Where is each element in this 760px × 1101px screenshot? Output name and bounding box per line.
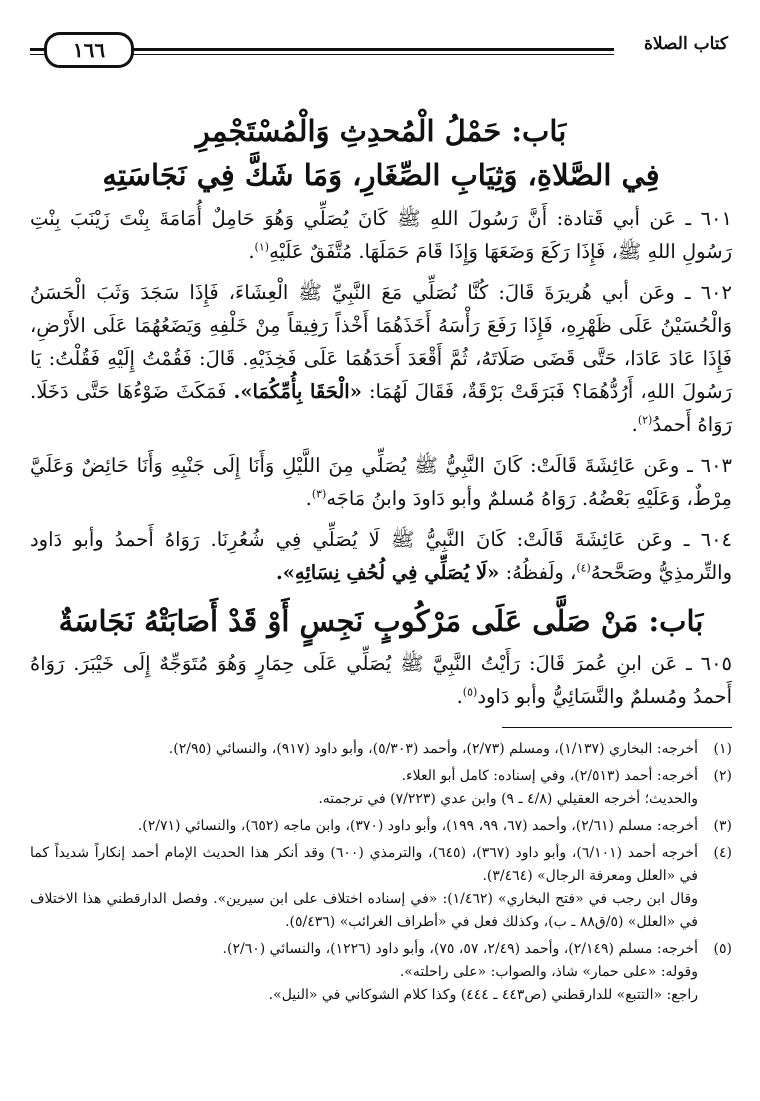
footnote-line: أخرجه: مسلم (٢/٦١)، وأحمد (٦٧، ٩٩، ١٩٩)، وأبو داود (٣٧٠)، وابن ماجه (٦٥٢)، والنسائي (٢/٧١). (137, 818, 698, 834)
hadith-text-after: فَمَكَثَ ضَوْءُهَا حَتَّى دَخَلَا. رَوَاهُ أَحمدُ (30, 380, 732, 436)
hadith-quote: «لَا يُصَلِّي فِي لُحُفِ نِسَائِهِ». (275, 561, 500, 584)
hadith-text: ـ عَن ابنِ عُمرَ قَالَ: رَأَيْتُ النَّبِيَّ ﷺ يُصَلِّي عَلَى حِمَارٍ وَهُوَ مُتَوَجِّهٌ إِلَى خَيْبَرَ. رَوَاهُ أَحمدُ ومُسلمٌ والنَّسَائِيُّ وأبو دَاود (30, 652, 732, 708)
footnote-line: راجع: «التتبع» للدارقطني (ص٤٤٣ ـ ٤٤٤) وكذا كلام الشوكاني في «النيل». (268, 987, 698, 1003)
hadith-601: ٦٠١ ـ عَن أبي قَتادة: أَنَّ رَسُولَ اللهِ ﷺ كَانَ يُصَلِّي وَهُوَ حَامِلٌ أُمَامَةَ بِنْتَ زَيْنَبَ بِنْتِ رَسُولِ اللهِ ﷺ، فَإِذَا رَكَعَ وَضَعَهَا وَإِذَا قَامَ حَمَلَهَا. مُتَّفَقٌ عَلَيْهِ$^{(١)}$. (30, 207, 732, 263)
page-header (30, 18, 732, 62)
hadith-text: ـ وعَن أبي هُريرَةَ قَالَ: كُنَّا نُصَلِّي مَعَ النَّبِيِّ ﷺ الْعِشَاءَ، فَإِذَا سَجَدَ وَثَبَ الْحَسَنُ وَالْحُسَيْنُ عَلَى ظَهْرِهِ، فَإِذَا رَفَعَ رَأْسَهُ أَخَذَهُمَا أَخْذاً رَفِيقاً مِنْ خَلْفِهِ وَيَضَعُهُمَا عَلَى الأَرْضِ، فَإِذَا عَادَ عَادَا، حَتَّى قَضَى صَلَاتَهُ، ثُمَّ أَقْعَدَ أَحَدَهُمَا عَلَى فَخِذَيْهِ. قَالَ: فَقُمْتُ إِلَيْهِ فَقُلْتُ: يَا رَسُولَ اللهِ، أَرُدُّهُمَا؟ فَبَرَقَتْ بَرْقَةٌ، فَقَالَ لَهُمَا: (30, 281, 732, 403)
hadith-602: ٦٠٢ ـ وعَن أبي هُريرَةَ قَالَ: كُنَّا نُصَلِّي مَعَ النَّبِيِّ ﷺ الْعِشَاءَ، فَإِذَا سَجَدَ وَثَبَ الْحَسَنُ وَالْحُسَيْنُ عَلَى ظَهْرِهِ، فَإِذَا رَفَعَ رَأْسَهُ أَخَذَهُمَا أَخْذاً رَفِيقاً مِنْ خَلْفِهِ وَيَضَعُهُمَا عَلَى الأَرْضِ، فَإِذَا عَادَ عَادَا، حَتَّى قَضَى صَلَاتَهُ، ثُمَّ أَقْعَدَ أَحَدَهُمَا عَلَى فَخِذَيْهِ. قَالَ: فَقُمْتُ إِلَيْهِ فَقُلْتُ: يَا رَسُولَ اللهِ، أَرُدُّهُمَا؟ فَبَرَقَتْ بَرْقَةٌ، فَقَالَ لَهُمَا: «الْحَقَا بِأُمِّكُمَا». فَمَكَثَ ضَوْءُهَا حَتَّى دَخَلَا. رَوَاهُ أَحمدُ$^{(٢)}$. (30, 281, 732, 436)
chapter-heading-2: بَاب: مَنْ صَلَّى عَلَى مَرْكُوبٍ نَجِسٍ أَوْ قَدْ أَصَابَتْهُ نَجَاسَةٌ (58, 604, 704, 638)
footnote-number: (٤) (713, 845, 732, 861)
hadith-number: ٦٠٢ (700, 281, 732, 304)
footnote-line: والحديث؛ أخرجه العقيلي (٤/٨ ـ ٩) وابن عدي (٧/٢٢٣) في ترجمته. (318, 791, 698, 807)
hadith-605: ٦٠٥ ـ عَن ابنِ عُمرَ قَالَ: رَأَيْتُ النَّبِيَّ ﷺ يُصَلِّي عَلَى حِمَارٍ وَهُوَ مُتَوَجِّهٌ إِلَى خَيْبَرَ. رَوَاهُ أَحمدُ ومُسلمٌ والنَّسَائِيُّ وأبو دَاود$^{(٥)}$. (30, 652, 733, 708)
hadith-number: ٦٠١ (700, 207, 732, 230)
footnote-2 (30, 765, 732, 811)
hadith-604 (30, 523, 732, 589)
footnote-4 (30, 842, 732, 934)
footnote-ref[interactable]: (٣) (311, 487, 327, 501)
hadith-603: ٦٠٣ ـ وعَن عَائِشَةَ قَالَتْ: كَانَ النَّبِيُّ ﷺ يُصَلِّي مِنَ اللَّيْلِ وَأَنَا إِلَى جَنْبِهِ وَأَنَا حَائِضٌ وَعَلَيَّ مِرْطٌ، وَعَلَيْهِ بَعْضُهُ. رَوَاهُ مُسلمٌ وأبو دَاودَ وابنُ مَاجَه$^{(٣)}$. (30, 454, 733, 510)
hadith-quote: «الْحَقَا بِأُمِّكُمَا». (233, 380, 362, 403)
footnote-line: أخرجه: البخاري (١/١٣٧)، ومسلم (٢/٧٣)، وأحمد (٥/٣٠٣)، وأبو داود (٩١٧)، والنسائي (٢/٩٥). (168, 741, 698, 757)
footnote-line: أخرجه: أحمد (٢/٥١٣)، وفي إسناده: كامل أبو العلاء. (401, 768, 698, 784)
hadith-number: ٦٠٥ (700, 652, 733, 675)
footnote-number: (١) (713, 741, 732, 757)
footnote-line: أخرجه: مسلم (٢/١٤٩)، وأحمد (٢/٤٩، ٥٧، ٧٥)، وأبو داود (١٢٢٦)، والنسائي (٢/٦٠). (222, 941, 698, 957)
hadith-number: ٦٠٤ (700, 528, 733, 551)
hadith-text: ـ وعَن عَائِشَةَ قَالَتْ: كَانَ النَّبِيُّ ﷺ يُصَلِّي مِنَ اللَّيْلِ وَأَنَا إِلَى جَنْبِهِ وَأَنَا حَائِضٌ وَعَلَيَّ مِرْطٌ، وَعَلَيْهِ بَعْضُهُ. رَوَاهُ مُسلمٌ وأبو دَاودَ وابنُ مَاجَه (30, 454, 732, 510)
footnote-ref[interactable]: (٢) (637, 413, 653, 427)
footnote-separator (502, 727, 732, 728)
footnote-5 (30, 938, 732, 1007)
chapter-heading: بَاب: حَمْلُ الْمُحدِثِ وَالْمُسْتَجْمِرِ (195, 114, 567, 148)
footnote-1 (30, 738, 732, 761)
footnote-ref[interactable]: (٤) (576, 561, 591, 575)
chapter-heading-continued: فِي الصَّلاةِ، وَثِيَابِ الصِّغَارِ، وَمَا شَكَّ فِي نَجَاسَتِهِ (102, 158, 660, 192)
footnote-line: أخرجه أحمد (٦/١٠١)، وأبو داود (٣٦٧)، (٦٤٥)، والترمذي (٦٠٠) وقد أنكر هذا الحديث الإمام أحمد إنكاراً شديداً كما في «العلل ومعرفة الرجال» (٣/٤٦٤). (30, 845, 698, 884)
hadith-text: ـ وعَن عَائِشَةَ قَالَتْ: كَانَ النَّبِيُّ ﷺ لَا يُصَلِّي فِي شُعُرِنَا. رَوَاهُ أَحمدُ وأبو دَاود والتِّرمذِيُّ وصَحَّحهُ (30, 528, 732, 584)
hadith-number: ٦٠٣ (700, 454, 733, 477)
running-title: كتاب الصلاة (643, 34, 728, 54)
footnotes (30, 738, 732, 1007)
footnote-line: وقوله: «على حمار» شاذ، والصواب: «على راحلته». (399, 964, 698, 980)
page-number: ١٦٦ (44, 32, 134, 68)
footnote-ref[interactable]: (٥) (462, 685, 478, 699)
footnote-ref[interactable]: (١) (254, 240, 270, 254)
book-page (30, 18, 732, 1088)
footnote-number: (٥) (713, 941, 732, 957)
footnote-3 (30, 815, 732, 838)
hadith-text: ـ عَن أبي قَتادة: أَنَّ رَسُولَ اللهِ ﷺ كَانَ يُصَلِّي وَهُوَ حَامِلٌ أُمَامَةَ بِنْتَ زَيْنَبَ بِنْتِ رَسُولِ اللهِ ﷺ، فَإِذَا رَكَعَ وَضَعَهَا وَإِذَا قَامَ حَمَلَهَا. مُتَّفَقٌ عَلَيْهِ (30, 207, 732, 263)
footnote-number: (٣) (713, 818, 732, 834)
hadith-text-after: ، ولَفظُهُ: (505, 561, 577, 584)
footnote-line: وقال ابن رجب في «فتح البخاري» (١/٤٦٢): «في إسناده اختلاف على ابن سيرين». وفصل الدارقطني هذا الاختلاف في «العلل» (٥/ق٨٨ ـ ب)، وكذلك فعل في «أطراف الغرائب» (٥/٤٣٦). (30, 891, 698, 930)
footnote-number: (٢) (713, 768, 732, 784)
